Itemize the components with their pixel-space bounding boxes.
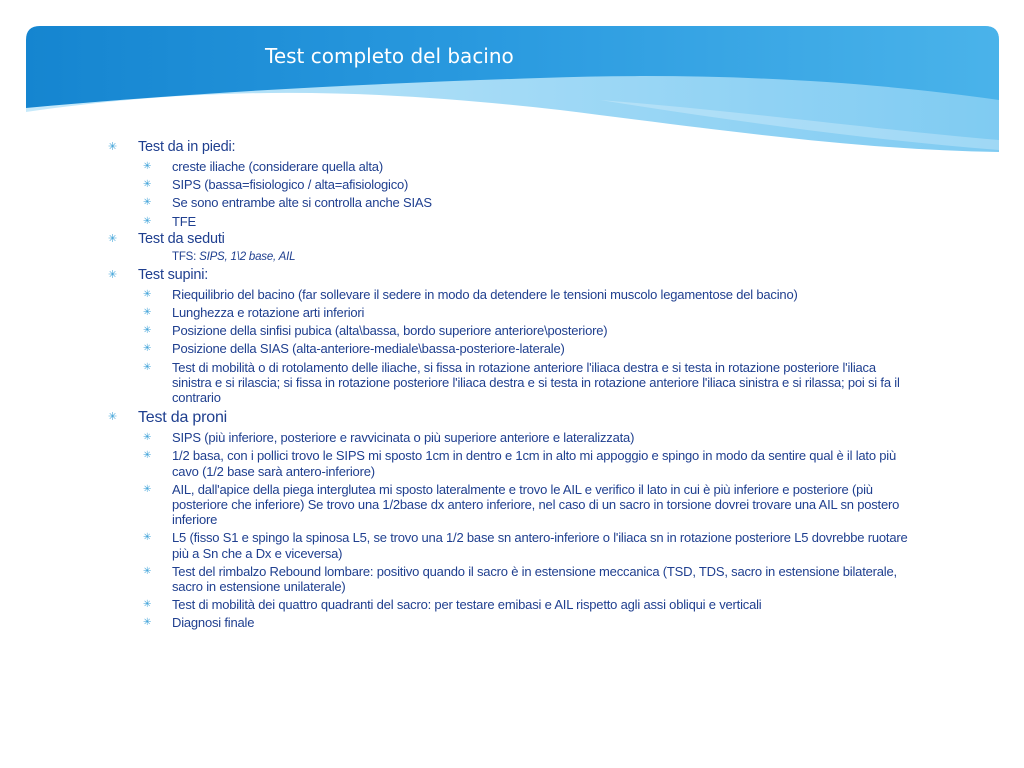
list-item-text: Test di mobilità dei quattro quadranti del sacro: per testare emibasi e AIL rispetto agli assi obliqui e verticali: [172, 597, 762, 613]
list-item-text: Diagnosi finale: [172, 615, 255, 631]
asterisk-bullet-icon: ✳: [143, 307, 152, 319]
list-item-text: TFE: [172, 213, 196, 229]
list-item: [106, 597, 914, 612]
list-item: [106, 482, 914, 528]
list-item: [106, 530, 914, 560]
list-item: [106, 448, 914, 478]
list-item-text: 1/2 basa, con i pollici trovo le SIPS mi sposto 1cm in dentro e 1cm in alto mi appoggio e spingo in modo da sentire qual è il lato più cavo (1/2 base sarà antero-inferiore): [172, 448, 897, 479]
section-prone: [106, 408, 914, 427]
list-item: [106, 287, 914, 302]
asterisk-bullet-icon: ✳: [143, 179, 152, 191]
asterisk-bullet-icon: ✳: [143, 343, 152, 355]
list-item-text: Se sono entrambe alte si controlla anche SIAS: [172, 195, 432, 211]
asterisk-bullet-icon: ✳: [143, 325, 152, 337]
list-item: [106, 564, 914, 594]
section-label: Test da proni: [138, 409, 228, 427]
list-item: [106, 341, 914, 356]
list-item: [106, 214, 914, 229]
asterisk-bullet-icon: ✳: [143, 215, 152, 227]
list-item-text: SIPS (bassa=fisiologico / alta=afisiologico): [172, 177, 409, 193]
list-item-text: Posizione della SIAS (alta-anteriore-mediale\bassa-posteriore-laterale): [172, 341, 565, 357]
asterisk-bullet-icon: ✳: [143, 599, 152, 611]
list-item: [106, 615, 914, 630]
seated-note: [106, 250, 914, 265]
list-item: [106, 323, 914, 338]
asterisk-bullet-icon: ✳: [108, 141, 118, 153]
list-item-text: Riequilibrio del bacino (far sollevare il sedere in modo da detendere le tensioni muscolo legamentose del bacino): [172, 286, 798, 302]
list-item: [106, 430, 914, 445]
section-label: Test supini:: [138, 266, 209, 283]
list-item: [106, 159, 914, 174]
list-item-text: Posizione della sinfisi pubica (alta\bassa, bordo superiore anteriore\posteriore): [172, 323, 608, 339]
slide-title: Test completo del bacino: [265, 44, 514, 68]
section-label: Test da in piedi:: [138, 139, 236, 155]
asterisk-bullet-icon: ✳: [143, 432, 152, 444]
list-item: [106, 360, 914, 406]
asterisk-bullet-icon: ✳: [143, 450, 152, 462]
asterisk-bullet-icon: ✳: [108, 411, 118, 424]
section-seated: [106, 231, 914, 248]
asterisk-bullet-icon: ✳: [143, 565, 152, 577]
asterisk-bullet-icon: ✳: [143, 617, 152, 629]
list-item: [106, 305, 914, 320]
list-item-text: SIPS (più inferiore, posteriore e ravvicinata o più superiore anteriore e lateralizzata): [172, 430, 635, 446]
note-prefix: TFS:: [172, 250, 200, 263]
asterisk-bullet-icon: ✳: [143, 483, 152, 495]
asterisk-bullet-icon: ✳: [143, 197, 152, 209]
list-item-text: creste iliache (considerare quella alta): [172, 159, 383, 174]
asterisk-bullet-icon: ✳: [143, 288, 152, 300]
list-item: [106, 195, 914, 210]
asterisk-bullet-icon: ✳: [108, 232, 118, 245]
asterisk-bullet-icon: ✳: [143, 161, 152, 172]
list-item-text: Test di mobilità o di rotolamento delle iliache, si fissa in rotazione anteriore l'iliaca destra e si testa in rotazione posteriore l'iliaca sinistra e si rilascia; si fissa in rotazione posteriore l'iliaca destra e si testa in rotazione anteriore l'iliaca sinistra e si rilassa; poi si fa il contrario: [172, 359, 900, 406]
asterisk-bullet-icon: ✳: [108, 268, 118, 281]
section-label: Test da seduti: [138, 230, 225, 247]
slide-content: [106, 137, 914, 631]
list-item-text: AIL, dall'apice della piega interglutea mi sposto lateralmente e trovo le AIL e verifico il lato in cui è più inferiore e posteriore (più posteriore che inferiore) Se trovo una 1/2base dx antero inferiore, nel caso di un sacro in torsione dovrei trovare una AIL sn postero inferiore: [172, 481, 900, 528]
section-standing: [106, 139, 914, 156]
asterisk-bullet-icon: ✳: [143, 532, 152, 544]
asterisk-bullet-icon: ✳: [143, 361, 152, 373]
list-item-text: Test del rimbalzo Rebound lombare: positivo quando il sacro è in estensione meccanica (TSD, TDS, sacro in estensione bilaterale, sacro in estensione unilaterale): [172, 563, 897, 595]
list-item-text: L5 (fisso S1 e spingo la spinosa L5, se trovo una 1/2 base sn antero-inferiore o l'iliaca sn in rotazione posteriore L5 dovrebbe ruotare più a Sn che a Dx e viceversa): [172, 530, 908, 561]
section-supine: [106, 267, 914, 284]
list-item: [106, 177, 914, 192]
note-text: SIPS, 1\2 base, AIL: [199, 250, 296, 263]
list-item-text: Lunghezza e rotazione arti inferiori: [172, 305, 365, 321]
